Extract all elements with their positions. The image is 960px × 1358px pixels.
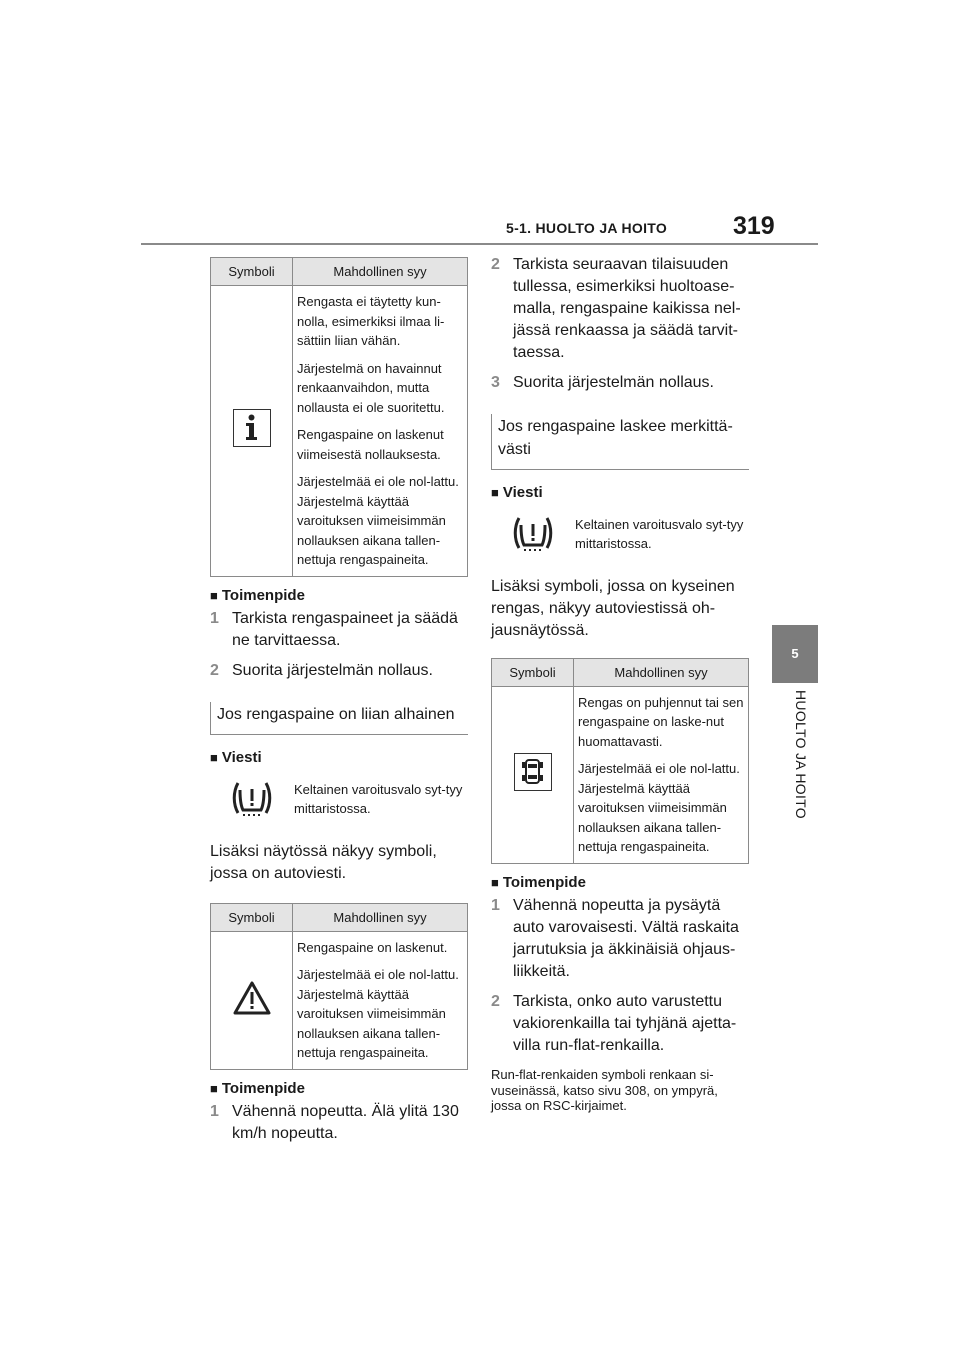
table-row — [492, 686, 749, 863]
car-tire-icon — [514, 753, 552, 791]
cause-text: Järjestelmää ei ole nol-lattu. Järjestelmä käyttää varoituksen viimeisimmän nollauksen aikana tallen-nettuja rengaspaineita. — [297, 474, 459, 567]
warning-triangle-icon — [232, 980, 272, 1022]
tire-pressure-warning-icon — [491, 515, 575, 553]
table-header-symbol: Symboli — [211, 903, 293, 931]
cause-table — [491, 658, 749, 864]
table-header-cause: Mahdollinen syy — [293, 258, 468, 286]
step-item: 3 Suorita järjestelmän nollaus. — [491, 374, 714, 392]
cause-text: Järjestelmää ei ole nol-lattu. Järjestelmä käyttää varoituksen viimeisimmän nollauksen aikana tallen-nettuja rengaspaineita. — [297, 967, 459, 1061]
section-title: 5-1. HUOLTO JA HOITO — [506, 220, 668, 236]
left-column — [210, 257, 468, 1145]
message-heading: ■ Viesti — [210, 748, 262, 766]
footnote: Run-flat-renkaiden symboli renkaan si-vuseinässä, katso sivu 308, on ympyrä, jossa on RSC-kirjaimet. — [491, 1067, 718, 1114]
step-item: 1 Vähennä nopeutta ja pysäytä auto varovaisesti. Vältä raskaita jarrutuksia ja äkkinäisiä ohjaus-liikkeitä. — [491, 896, 739, 981]
table-header-cause: Mahdollinen syy — [574, 658, 749, 686]
square-bullet-icon: ■ — [491, 484, 499, 500]
table-header-symbol: Symboli — [211, 258, 293, 286]
square-bullet-icon: ■ — [210, 1080, 218, 1096]
page-number: 319 — [733, 212, 775, 240]
cause-table — [210, 257, 468, 577]
step-item: 1 Vähennä nopeutta. Älä ylitä 130 km/h nopeutta. — [210, 1102, 459, 1143]
cause-text: Rengaspaine on laskenut viimeisestä nollauksesta. — [297, 427, 444, 462]
square-bullet-icon: ■ — [210, 587, 218, 603]
subsection-title: Jos rengaspaine on liian alhainen — [210, 702, 468, 735]
cause-text: Rengaspaine on laskenut. — [297, 939, 448, 955]
action-heading: ■ Toimenpide — [491, 873, 586, 891]
cause-text: Rengasta ei täytetty kun-nolla, esimerkiksi ilmaa li-sättiin liian vähän. — [297, 294, 445, 348]
square-bullet-icon: ■ — [491, 874, 499, 890]
info-icon — [233, 409, 271, 447]
header-divider — [141, 243, 818, 245]
cause-text: Järjestelmä on havainnut renkaanvaihdon, mutta nollausta ei ole suoritettu. — [297, 360, 445, 415]
step-item: 2 Tarkista seuraavan tilaisuuden tullessa, esimerkiksi huoltoase-malla, rengaspaine kaikissa nel-jässä renkaassa ja säädä tarvit-taessa. — [491, 256, 741, 362]
step-item: 1 Tarkista rengaspaineet ja säädä ne tarvittaessa. — [210, 609, 458, 649]
step-item: 2 Suorita järjestelmän nollaus. — [210, 661, 433, 679]
chapter-label: HUOLTO JA HOITO — [793, 690, 809, 819]
message-text: Keltainen varoitusvalo syt-tyy mittaristossa. — [575, 516, 744, 552]
table-header-cause: Mahdollinen syy — [293, 903, 468, 931]
table-header-symbol: Symboli — [492, 658, 574, 686]
cause-text: Järjestelmää ei ole nol-lattu. Järjestelmä käyttää varoituksen viimeisimmän nollauksen aikana tallen-nettuja rengaspaineita. — [578, 761, 740, 855]
message-text: Keltainen varoitusvalo syt-tyy mittaristossa. — [294, 781, 463, 817]
cause-text: Rengas on puhjennut tai sen rengaspaine on laske-nut huomattavasti. — [578, 694, 744, 749]
page-header — [0, 0, 960, 250]
message-row — [491, 515, 749, 554]
square-bullet-icon: ■ — [210, 749, 218, 765]
subsection-title: Jos rengaspaine laskee merkittä-västi — [491, 414, 749, 469]
tire-pressure-warning-icon — [210, 780, 294, 818]
message-row — [210, 780, 468, 819]
message-heading: ■ Viesti — [491, 483, 543, 501]
action-heading: ■ Toimenpide — [210, 586, 305, 604]
chapter-tab[interactable]: 5 — [772, 625, 818, 683]
table-row — [211, 931, 468, 1069]
action-heading: ■ Toimenpide — [210, 1079, 305, 1097]
cause-table — [210, 903, 468, 1070]
table-row — [211, 286, 468, 577]
right-column — [491, 254, 749, 1113]
step-item: 2 Tarkista, onko auto varustettu vakiorenkailla tai tyhjänä ajetta-villa run-flat-renkailla. — [491, 993, 737, 1055]
paragraph: Lisäksi symboli, jossa on kyseinen rengas, näkyy autoviestissä oh-jausnäytössä. — [491, 577, 735, 639]
paragraph: Lisäksi näytössä näkyy symboli, jossa on autoviesti. — [210, 842, 437, 882]
